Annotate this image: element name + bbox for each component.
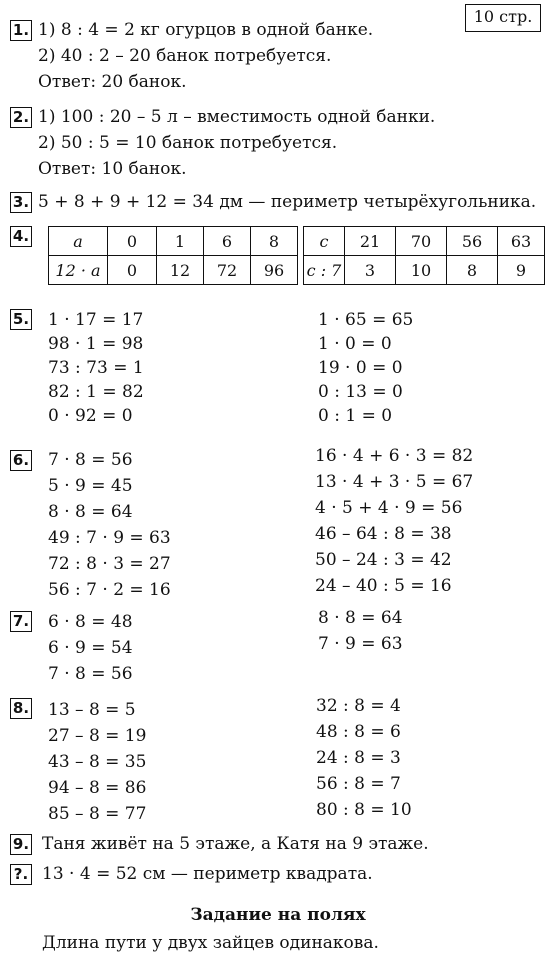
value-table-a — [48, 226, 298, 285]
table-cell: 10 — [396, 256, 447, 285]
table-cell: 63 — [498, 227, 545, 256]
task-number-5: 5. — [10, 309, 32, 330]
table-cell: 70 — [396, 227, 447, 256]
value-table-c — [303, 226, 545, 285]
table-row — [304, 227, 545, 256]
equation: 43 – 8 = 35 — [48, 752, 147, 772]
equation: 50 – 24 : 3 = 42 — [315, 550, 452, 570]
table-cell: 3 — [345, 256, 396, 285]
equation: 1 · 0 = 0 — [318, 334, 392, 354]
table-cell: 12 — [157, 256, 204, 285]
equation: 80 : 8 = 10 — [316, 800, 412, 820]
table-cell: 72 — [204, 256, 251, 285]
equation: 0 : 1 = 0 — [318, 406, 393, 426]
task-7-left-column — [48, 610, 133, 688]
task-number-4: 4. — [10, 226, 32, 247]
task-number-question: ?. — [10, 864, 32, 885]
equation: 0 · 92 = 0 — [48, 406, 133, 426]
table-row — [49, 227, 298, 256]
margin-task-text: Длина пути у двух зайцев одинакова. — [42, 933, 379, 953]
task-2-line-3: Ответ: 10 банок. — [38, 159, 187, 179]
task-2-line-1: 1) 100 : 20 – 5 л – вместимость одной банки. — [38, 107, 436, 127]
task-question-text: 13 · 4 = 52 см — периметр квадрата. — [42, 864, 373, 884]
task-8-right-column — [316, 694, 412, 824]
task-5-left-column — [48, 308, 144, 428]
task-1-line-1: 1) 8 : 4 = 2 кг огурцов в одной банке. — [38, 20, 374, 40]
equation: 48 : 8 = 6 — [316, 722, 401, 742]
table-cell: 21 — [345, 227, 396, 256]
equation: 4 · 5 + 4 · 9 = 56 — [315, 498, 463, 518]
table-cell: c — [304, 227, 345, 256]
equation: 1 · 17 = 17 — [48, 310, 144, 330]
equation: 24 : 8 = 3 — [316, 748, 401, 768]
task-number-7: 7. — [10, 611, 32, 632]
task-number-8: 8. — [10, 698, 32, 719]
task-3-text: 5 + 8 + 9 + 12 = 34 дм — периметр четырёхугольника. — [38, 192, 537, 212]
table-cell: a — [49, 227, 108, 256]
table-cell: 6 — [204, 227, 251, 256]
equation: 7 · 8 = 56 — [48, 664, 133, 684]
equation: 6 · 9 = 54 — [48, 638, 133, 658]
equation: 7 · 9 = 63 — [318, 634, 403, 654]
equation: 46 – 64 : 8 = 38 — [315, 524, 452, 544]
equation: 94 – 8 = 86 — [48, 778, 147, 798]
table-cell: 8 — [447, 256, 498, 285]
table-cell: 1 — [157, 227, 204, 256]
equation: 24 – 40 : 5 = 16 — [315, 576, 452, 596]
task-number-2: 2. — [10, 107, 32, 128]
equation: 27 – 8 = 19 — [48, 726, 147, 746]
task-1-line-2: 2) 40 : 2 – 20 банок потребуется. — [38, 46, 332, 66]
margin-task-title: Задание на полях — [190, 905, 366, 925]
task-6-right-column — [315, 444, 473, 600]
equation: 19 · 0 = 0 — [318, 358, 403, 378]
task-5-right-column — [318, 308, 413, 428]
table-cell: 9 — [498, 256, 545, 285]
task-number-9: 9. — [10, 834, 32, 855]
equation: 8 · 8 = 64 — [318, 608, 403, 628]
equation: 13 · 4 + 3 · 5 = 67 — [315, 472, 474, 492]
equation: 32 : 8 = 4 — [316, 696, 401, 716]
table-cell: 0 — [108, 256, 157, 285]
task-8-left-column — [48, 698, 146, 828]
task-number-1: 1. — [10, 20, 32, 41]
equation: 6 · 8 = 48 — [48, 612, 133, 632]
table-cell: 8 — [251, 227, 298, 256]
table-cell: c : 7 — [304, 256, 345, 285]
table-cell: 96 — [251, 256, 298, 285]
equation: 16 · 4 + 6 · 3 = 82 — [315, 446, 474, 466]
equation: 7 · 8 = 56 — [48, 450, 133, 470]
task-1-line-3: Ответ: 20 банок. — [38, 72, 187, 92]
equation: 5 · 9 = 45 — [48, 476, 133, 496]
page-label: 10 стр. — [465, 4, 541, 32]
table-row — [49, 256, 298, 285]
task-2-line-2: 2) 50 : 5 = 10 банок потребуется. — [38, 133, 338, 153]
equation: 72 : 8 · 3 = 27 — [48, 554, 171, 574]
task-6-left-column — [48, 448, 171, 604]
equation: 82 : 1 = 82 — [48, 382, 144, 402]
task-number-6: 6. — [10, 450, 32, 471]
task-9-text: Таня живёт на 5 этаже, а Катя на 9 этаже. — [42, 834, 429, 854]
equation: 56 : 7 · 2 = 16 — [48, 580, 171, 600]
equation: 13 – 8 = 5 — [48, 700, 136, 720]
table-row — [304, 256, 545, 285]
task-7-right-column — [318, 606, 403, 658]
equation: 85 – 8 = 77 — [48, 804, 147, 824]
equation: 98 · 1 = 98 — [48, 334, 144, 354]
table-cell: 12 · a — [49, 256, 108, 285]
equation: 0 : 13 = 0 — [318, 382, 403, 402]
task-number-3: 3. — [10, 192, 32, 213]
equation: 1 · 65 = 65 — [318, 310, 414, 330]
equation: 49 : 7 · 9 = 63 — [48, 528, 171, 548]
table-cell: 0 — [108, 227, 157, 256]
equation: 8 · 8 = 64 — [48, 502, 133, 522]
table-cell: 56 — [447, 227, 498, 256]
equation: 73 : 73 = 1 — [48, 358, 144, 378]
equation: 56 : 8 = 7 — [316, 774, 401, 794]
